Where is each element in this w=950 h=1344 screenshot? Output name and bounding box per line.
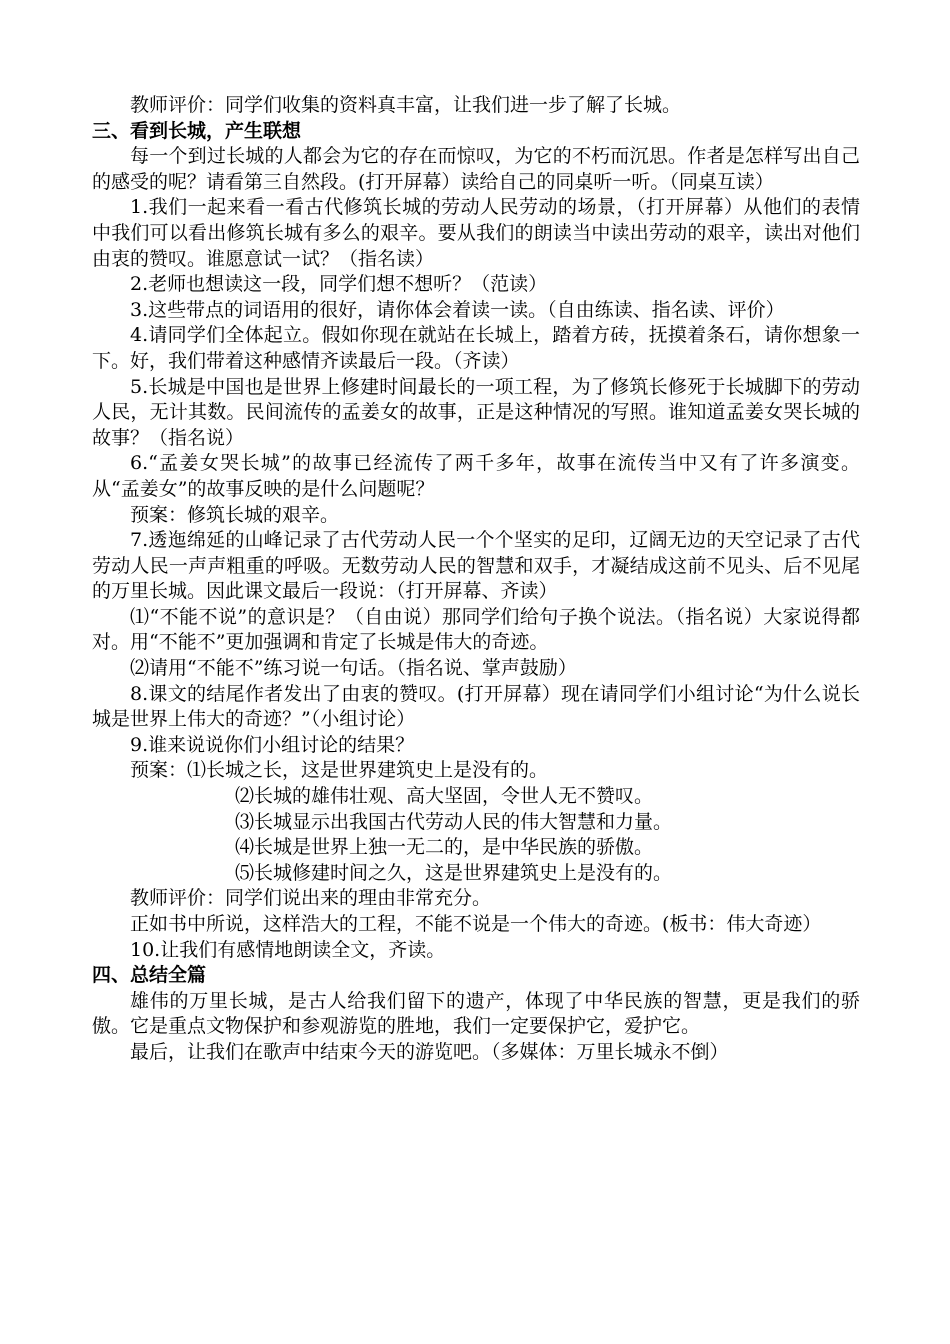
item-7: 7.透迤绵延的山峰记录了古代劳动人民一个个坚实的足印，辽阔无边的天空记录了古代劳动人民一声声粗重的呼吸。无数劳动人民的智慧和双手，才凝结成这前不见头、后不见尾的万里长城。因此课文最后一段说：（打开屏幕、齐读） bbox=[92, 529, 860, 603]
item-7-sub-1: ⑴“不能不说”的意识是？（自由说）那同学们给句子换个说法。（指名说）大家说得都对。用“不能不”更加强调和肯定了长城是伟大的奇迹。 bbox=[92, 605, 860, 654]
teacher-comment: 教师评价：同学们收集的资料真丰富，让我们进一步了解了长城。 bbox=[130, 94, 682, 116]
plan-item-4: ⑷长城是世界上独一无二的，是中华民族的骄傲。 bbox=[235, 836, 654, 859]
item-6-plan: 预案：修筑长城的艰辛。 bbox=[130, 503, 340, 526]
board-note-paragraph: 正如书中所说，这样浩大的工程，不能不说是一个伟大的奇迹。(板书：伟大奇迹） bbox=[130, 913, 822, 935]
document-page bbox=[92, 93, 860, 1066]
plan-label: 预案：⑴长城之长，这是世界建筑史上是没有的。 bbox=[130, 759, 549, 782]
plan-item-3: ⑶长城显示出我国古代劳动人民的伟大智慧和力量。 bbox=[235, 810, 673, 833]
summary-paragraph: 雄伟的万里长城，是古人给我们留下的遗产，体现了中华民族的智慧，更是我们的骄傲。它是重点文物保护和参观游览的胜地，我们一定要保护它，爱护它。 bbox=[92, 989, 860, 1038]
item-5: 5.长城是中国也是世界上修建时间最长的一项工程，为了修筑长修死于长城脚下的劳动人民，无计其数。民间流传的孟姜女的故事，正是这种情况的写照。谁知道孟姜女哭长城的故事？（指名说） bbox=[92, 375, 860, 449]
plan-item-5: ⑸长城修建时间之久，这是世界建筑史上是没有的。 bbox=[235, 861, 673, 884]
item-10: 10.让我们有感情地朗读全文，齐读。 bbox=[130, 938, 446, 961]
item-1: 1.我们一起来看一看古代修筑长城的劳动人民劳动的场景，（打开屏幕）从他们的表情中我们可以看出修筑长城有多么的艰辛。要从我们的朗读当中读出劳动的艰辛，读出对他们由衷的赞叹。谁愿意试一试？（指名读） bbox=[92, 196, 860, 270]
teacher-comment-2: 教师评价：同学们说出来的理由非常充分。 bbox=[130, 887, 492, 910]
item-7-sub-2: ⑵请用“不能不”练习说一句话。（指名说、掌声鼓励） bbox=[130, 657, 577, 680]
item-3: 3.这些带点的词语用的很好，请你体会着读一读。（自由练读、指名读、评价） bbox=[130, 298, 785, 321]
plan-item-2: ⑵长城的雄伟壮观、高大坚固，令世人无不赞叹。 bbox=[235, 785, 654, 808]
section-3-intro: 每一个到过长城的人都会为它的存在而惊叹，为它的不朽而沉思。作者是怎样写出自己的感受的呢？请看第三自然段。(打开屏幕）读给自己的同桌听一听。（同桌互读） bbox=[92, 145, 860, 193]
section-4-heading: 四、总结全篇 bbox=[92, 964, 207, 987]
item-4: 4.请同学们全体起立。假如你现在就站在长城上，踏着方砖，抚摸着条石，请你想象一下。好，我们带着这种感情齐读最后一段。（齐读） bbox=[92, 324, 860, 372]
closing-paragraph: 最后，让我们在歌声中结束今天的游览吧。（多媒体：万里长城永不倒） bbox=[130, 1040, 729, 1063]
item-9: 9.谁来说说你们小组讨论的结果？ bbox=[130, 733, 415, 756]
item-2: 2.老师也想读这一段，同学们想不想听？（范读） bbox=[130, 273, 548, 296]
item-8: 8.课文的结尾作者发出了由衷的赞叹。(打开屏幕）现在请同学们小组讨论“为什么说长城是世界上伟大的奇迹？”（小组讨论） bbox=[92, 682, 860, 731]
item-6: 6.“孟姜女哭长城”的故事已经流传了两千多年，故事在流传当中又有了许多演变。从“孟姜女”的故事反映的是什么问题呢？ bbox=[92, 452, 860, 500]
section-3-heading: 三、看到长城，产生联想 bbox=[92, 119, 302, 142]
